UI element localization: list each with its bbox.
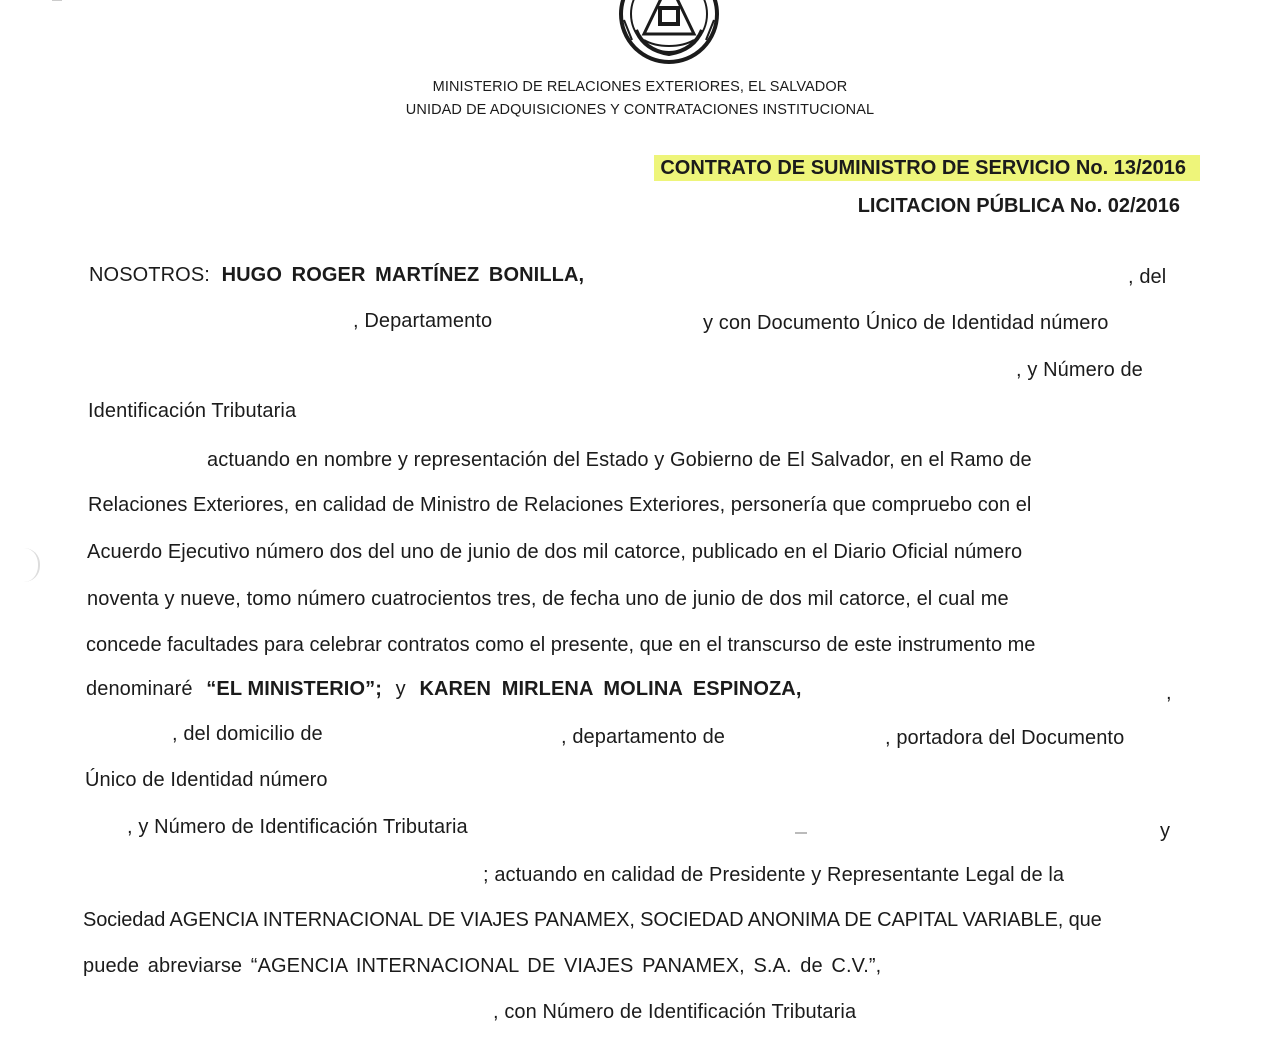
contract-title-highlight: CONTRATO DE SUMINISTRO DE SERVICIO No. 13/2016 [654,155,1200,181]
body-line-14: ; actuando en calidad de Presidente y Representante Legal de la [483,864,1065,886]
body-line-10-end: , [1166,682,1172,704]
body-line-8: noventa y nueve, tomo número cuatrocientos tres, de fecha uno de junio de dos mil catorce, el cual me [87,588,1009,610]
denominare-text: denominaré [86,678,193,700]
nosotros-label: NOSOTROS: [89,264,210,286]
body-line-2b: y con Documento Único de Identidad número [703,312,1109,334]
body-line-5: actuando en nombre y representación del Estado y Gobierno de El Salvador, en el Ramo de [207,449,1032,471]
party-name-1: HUGO ROGER MARTÍNEZ BONILLA, [221,264,585,286]
header-ministry: MINISTERIO DE RELACIONES EXTERIORES, EL SALVADOR [432,79,848,95]
conjunction-y: y [395,678,406,700]
body-line-4: Identificación Tributaria [88,400,297,422]
contract-title [654,157,1200,180]
scan-mark [52,0,62,7]
body-line-15: Sociedad AGENCIA INTERNACIONAL DE VIAJES PANAMEX, SOCIEDAD ANONIMA DE CAPITAL VARIABLE, que [83,909,1102,931]
body-line-11a: , del domicilio de [172,723,323,745]
body-line-17: , con Número de Identificación Tributaria [493,1001,857,1023]
scan-mark [24,548,40,582]
body-line-12: Único de Identidad número [85,769,328,791]
body-line-11c: , portadora del Documento [885,727,1125,749]
header-unit: UNIDAD DE ADQUISICIONES Y CONTRATACIONES INSTITUCIONAL [405,102,875,118]
body-line-6: Relaciones Exteriores, en calidad de Ministro de Relaciones Exteriores, personería que compruebo con el [88,494,1032,516]
body-line-10 [86,678,802,701]
body-line-9: concede facultades para celebrar contratos como el presente, que en el transcurso de este instrumento me [86,634,1036,656]
scan-mark [795,832,807,834]
body-line-1 [89,264,584,287]
body-line-2a: , Departamento [353,310,493,332]
body-line-3: , y Número de [1016,359,1143,381]
body-line-16: puede abreviarse “AGENCIA INTERNACIONAL DE VIAJES PANAMEX, S.A. de C.V.”, [83,955,882,977]
body-line-1-end: , del [1128,266,1167,288]
tender-title: LICITACION PÚBLICA No. 02/2016 [857,195,1180,217]
ministerio-alias: “EL MINISTERIO”; [206,678,382,700]
body-line-7: Acuerdo Ejecutivo número dos del uno de junio de dos mil catorce, publicado en el Diario Oficial número [87,541,1023,563]
coat-of-arms-seal-icon [614,0,724,64]
body-line-11b: , departamento de [561,726,726,748]
party-name-2: KAREN MIRLENA MOLINA ESPINOZA, [419,678,802,700]
body-line-13b: y [1160,820,1171,842]
body-line-13a: , y Número de Identificación Tributaria [127,816,468,838]
